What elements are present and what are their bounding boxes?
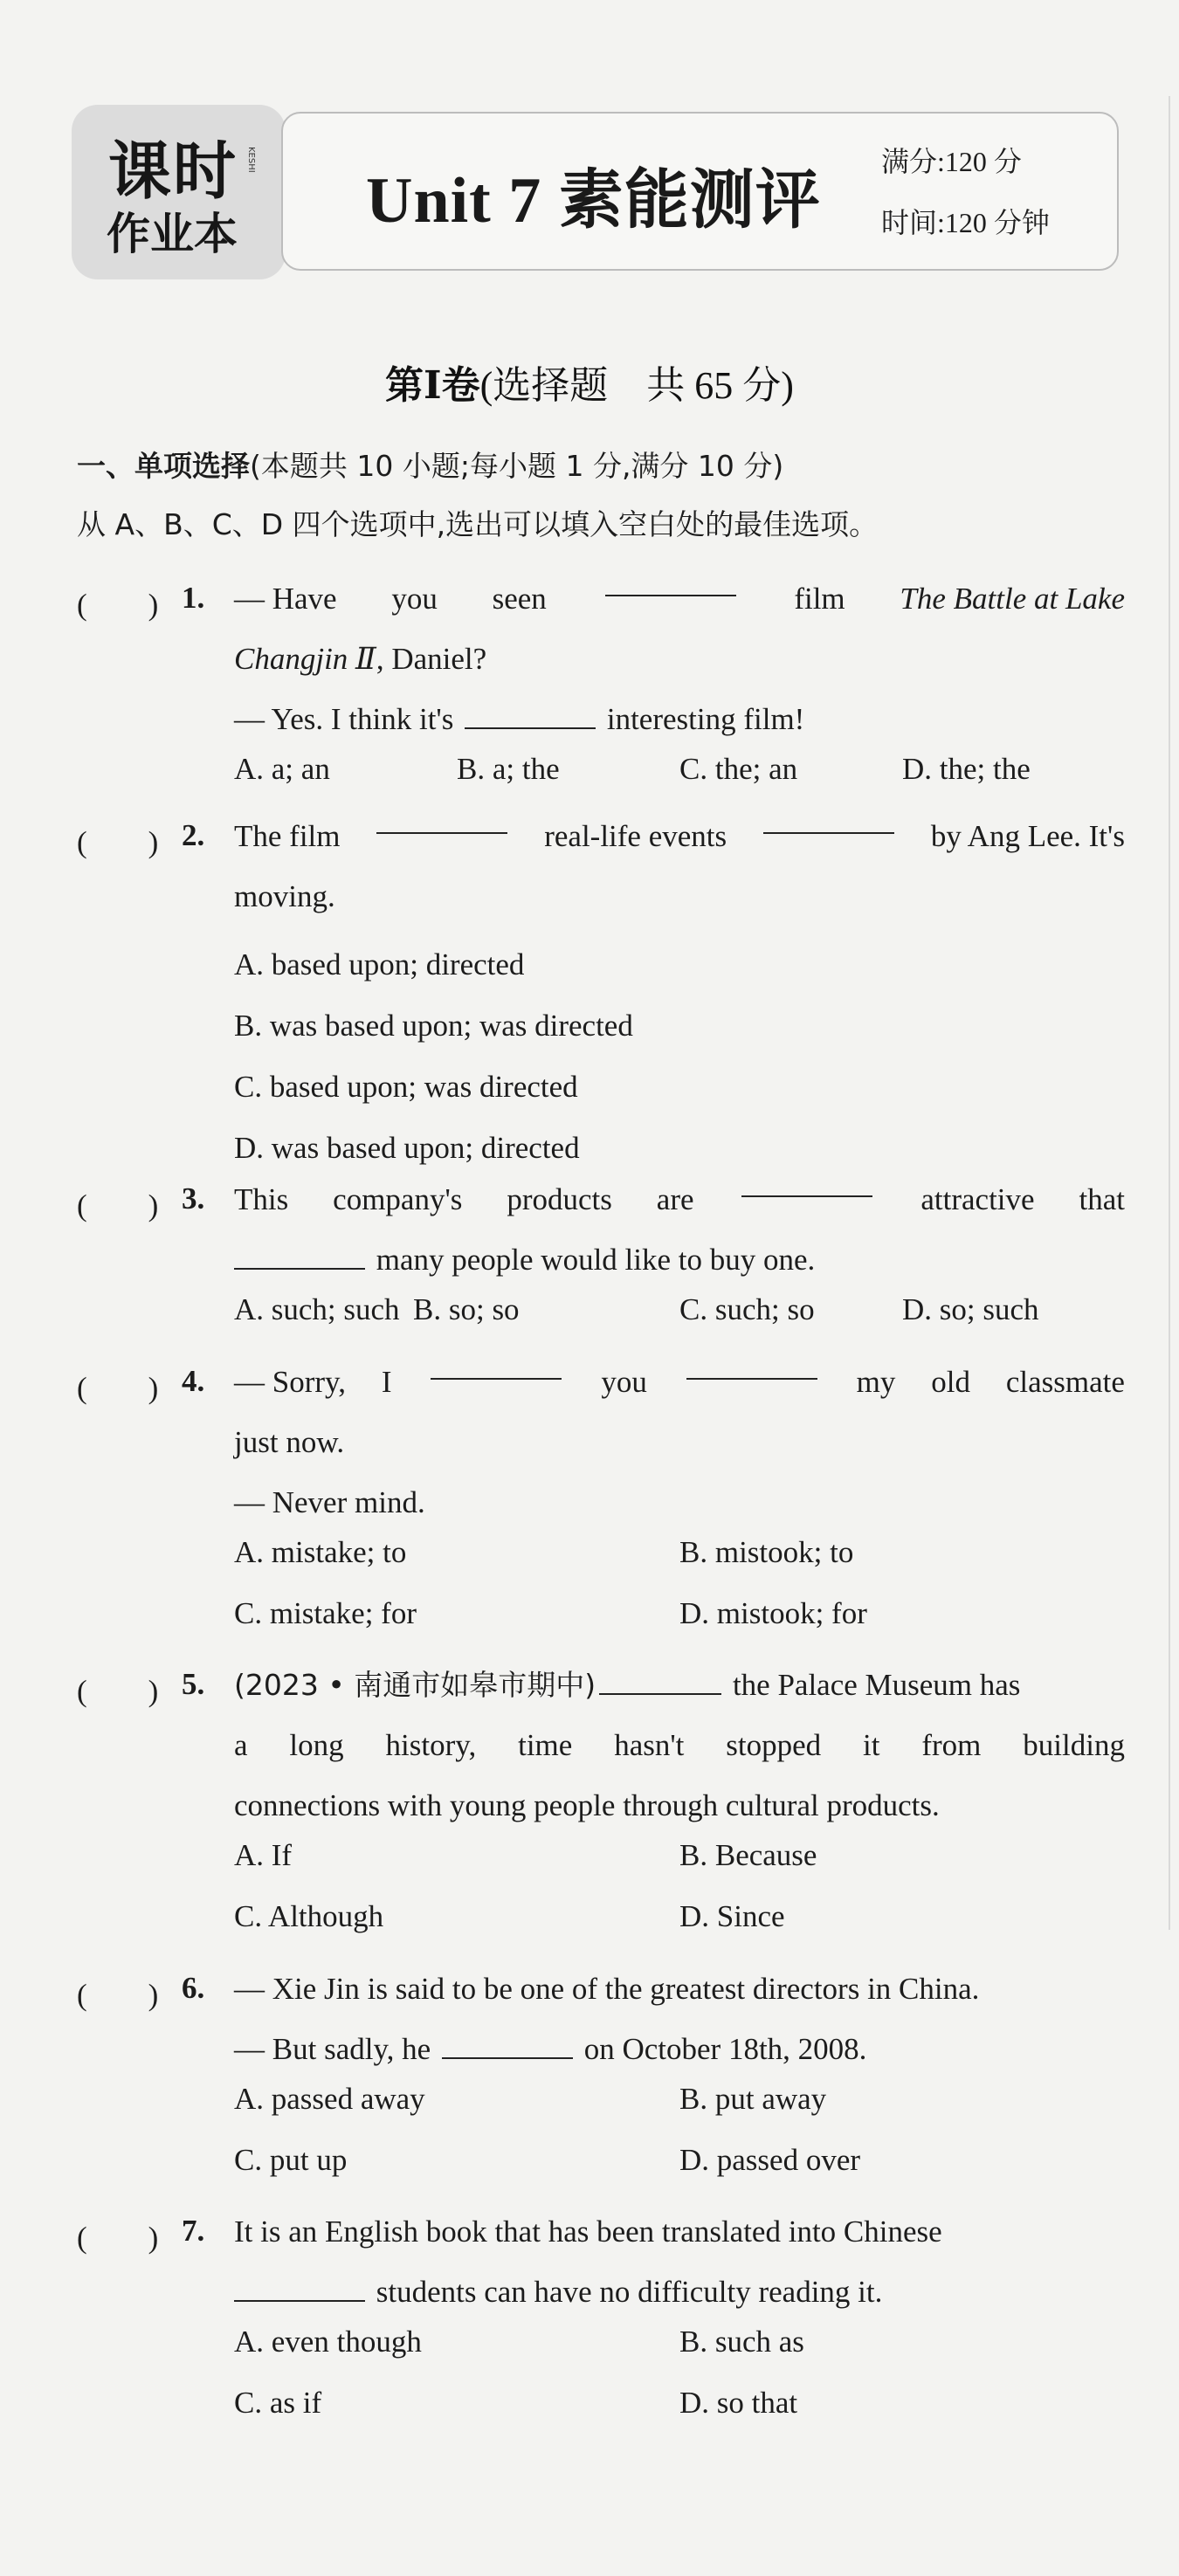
option-b[interactable]: B. was based upon; was directed bbox=[234, 1009, 633, 1043]
option-c[interactable]: C. as if bbox=[234, 2386, 322, 2420]
answer-blank[interactable] bbox=[234, 2274, 365, 2302]
option-a[interactable]: A. passed away bbox=[234, 2082, 425, 2116]
question-number: 7. bbox=[182, 2214, 205, 2248]
q5-text: the Palace Museum has bbox=[732, 1668, 1021, 1702]
q5-word: from bbox=[921, 1728, 982, 1762]
part-heading bbox=[77, 444, 783, 485]
option-d[interactable]: D. passed over bbox=[679, 2143, 861, 2177]
q1-word: you bbox=[391, 582, 438, 616]
q2-text: real-life events bbox=[544, 819, 727, 853]
page-title: Unit 7 素能测评 bbox=[366, 165, 821, 237]
part-heading-label: 一、单项选择 bbox=[77, 449, 250, 483]
question-number: 3. bbox=[182, 1181, 205, 1216]
q4-word: — Sorry, bbox=[234, 1365, 347, 1399]
q1-text: — Yes. I think it's bbox=[234, 702, 454, 736]
answer-bracket[interactable]: ( ) bbox=[77, 825, 159, 859]
q3-word: that bbox=[1079, 1182, 1125, 1216]
answer-blank[interactable] bbox=[763, 806, 894, 834]
instruction: 从 A、B、C、D 四个选项中,选出可以填入空白处的最佳选项。 bbox=[77, 507, 879, 541]
q4-word: my bbox=[856, 1365, 896, 1399]
question-number: 1. bbox=[182, 581, 205, 615]
option-c[interactable]: C. the; an bbox=[679, 752, 798, 786]
option-a[interactable]: A. based upon; directed bbox=[234, 947, 525, 981]
q3-word: attractive bbox=[920, 1182, 1035, 1216]
option-a[interactable]: A. even though bbox=[234, 2325, 422, 2359]
option-b[interactable]: B. mistook; to bbox=[679, 1535, 854, 1569]
answer-blank[interactable] bbox=[442, 2031, 573, 2059]
option-d[interactable]: D. the; the bbox=[902, 752, 1031, 786]
brand-line2: 作业本 bbox=[107, 209, 238, 259]
option-c[interactable]: C. mistake; for bbox=[234, 1596, 417, 1630]
q7-text: It is an English book that has been translated into Chinese bbox=[234, 2214, 942, 2249]
q4-word: old bbox=[931, 1365, 970, 1399]
time-limit: 时间:120 分钟 bbox=[881, 207, 1050, 238]
q4-word: classmate bbox=[1005, 1365, 1125, 1399]
q1-word: seen bbox=[492, 582, 547, 616]
q4-text: — Never mind. bbox=[234, 1485, 425, 1519]
answer-blank[interactable] bbox=[741, 1169, 872, 1197]
q2-text: The film bbox=[234, 819, 341, 853]
answer-blank[interactable] bbox=[465, 701, 596, 729]
q2-text: by Ang Lee. It's bbox=[930, 819, 1125, 853]
film-title: The Battle at Lake bbox=[900, 582, 1125, 616]
answer-bracket[interactable]: ( ) bbox=[77, 2221, 159, 2255]
q5-text: connections with young people through cultural products. bbox=[234, 1788, 940, 1822]
q5-word: stopped bbox=[726, 1728, 822, 1762]
answer-bracket[interactable]: ( ) bbox=[77, 1371, 159, 1405]
q3-text: many people would like to buy one. bbox=[376, 1243, 816, 1277]
option-c[interactable]: C. such; so bbox=[679, 1292, 815, 1326]
option-c[interactable]: C. based upon; was directed bbox=[234, 1070, 578, 1104]
section-title-b: (选择题 共 65 分) bbox=[479, 364, 794, 407]
part-heading-note: (本题共 10 小题;每小题 1 分,满分 10 分) bbox=[250, 449, 784, 483]
q3-word: This bbox=[234, 1182, 289, 1216]
q3-word: products bbox=[507, 1182, 612, 1216]
q1-text: interesting film! bbox=[606, 702, 805, 736]
answer-blank[interactable] bbox=[599, 1667, 721, 1695]
question-number: 2. bbox=[182, 818, 205, 852]
q5-word: long bbox=[289, 1728, 344, 1762]
q1-text: , Daniel? bbox=[376, 642, 487, 676]
answer-blank[interactable] bbox=[431, 1352, 562, 1380]
option-d[interactable]: D. so; such bbox=[902, 1292, 1039, 1326]
answer-blank[interactable] bbox=[376, 806, 507, 834]
q3-word: company's bbox=[333, 1182, 463, 1216]
section-title bbox=[0, 354, 1179, 410]
section-title-a: 第Ⅰ卷 bbox=[385, 364, 480, 407]
brand-small-text: KESHI bbox=[246, 147, 256, 173]
option-b[interactable]: B. a; the bbox=[457, 752, 560, 786]
answer-bracket[interactable]: ( ) bbox=[77, 588, 159, 622]
q4-word: I bbox=[381, 1365, 392, 1399]
q7-text: students can have no difficulty reading it. bbox=[376, 2275, 883, 2309]
q5-word: time bbox=[518, 1728, 573, 1762]
option-c[interactable]: C. put up bbox=[234, 2143, 348, 2177]
answer-blank[interactable] bbox=[234, 1242, 365, 1270]
answer-bracket[interactable]: ( ) bbox=[77, 1674, 159, 1708]
q5-word: it bbox=[863, 1728, 880, 1762]
q4-text: just now. bbox=[234, 1425, 345, 1459]
q2-text: moving. bbox=[234, 879, 335, 913]
q5-word: hasn't bbox=[614, 1728, 685, 1762]
q1-word: film bbox=[794, 582, 845, 616]
question-number: 4. bbox=[182, 1364, 205, 1398]
full-marks: 满分:120 分 bbox=[881, 146, 1022, 177]
q4-word: you bbox=[601, 1365, 647, 1399]
option-b[interactable]: B. such as bbox=[679, 2325, 804, 2359]
answer-bracket[interactable]: ( ) bbox=[77, 1978, 159, 2012]
option-d[interactable]: D. so that bbox=[679, 2386, 798, 2420]
brand-logo bbox=[72, 105, 286, 279]
option-b[interactable]: B. so; so bbox=[413, 1292, 520, 1326]
option-d[interactable]: D. mistook; for bbox=[679, 1596, 867, 1630]
option-a[interactable]: A. a; an bbox=[234, 752, 330, 786]
option-a[interactable]: A. mistake; to bbox=[234, 1535, 407, 1569]
q6-text: — Xie Jin is said to be one of the greatest directors in China. bbox=[234, 1972, 980, 2006]
q3-word: are bbox=[656, 1182, 694, 1216]
q5-word: a bbox=[234, 1728, 248, 1762]
title-box bbox=[281, 112, 1119, 271]
option-c[interactable]: C. Although bbox=[234, 1899, 384, 1933]
answer-blank[interactable] bbox=[605, 568, 736, 596]
question-number: 6. bbox=[182, 1971, 205, 2005]
q6-text: on October 18th, 2008. bbox=[583, 2032, 867, 2066]
question-source: (2023 • 南通市如皋市期中) bbox=[234, 1668, 596, 1702]
option-b[interactable]: B. Because bbox=[679, 1838, 817, 1872]
option-b[interactable]: B. put away bbox=[679, 2082, 827, 2116]
option-a[interactable]: A. such; such bbox=[234, 1292, 400, 1326]
option-a[interactable]: A. If bbox=[234, 1838, 293, 1872]
q1-word: — Have bbox=[234, 582, 337, 616]
q5-word: history, bbox=[385, 1728, 477, 1762]
q6-text: — But sadly, he bbox=[234, 2032, 431, 2066]
brand-line1: 课时 bbox=[108, 134, 238, 208]
answer-blank[interactable] bbox=[686, 1352, 817, 1380]
film-title: Changjin Ⅱ bbox=[234, 642, 376, 676]
question-number: 5. bbox=[182, 1667, 205, 1701]
option-d[interactable]: D. was based upon; directed bbox=[234, 1131, 580, 1165]
q5-word: building bbox=[1023, 1728, 1125, 1762]
option-d[interactable]: D. Since bbox=[679, 1899, 785, 1933]
answer-bracket[interactable]: ( ) bbox=[77, 1188, 159, 1223]
